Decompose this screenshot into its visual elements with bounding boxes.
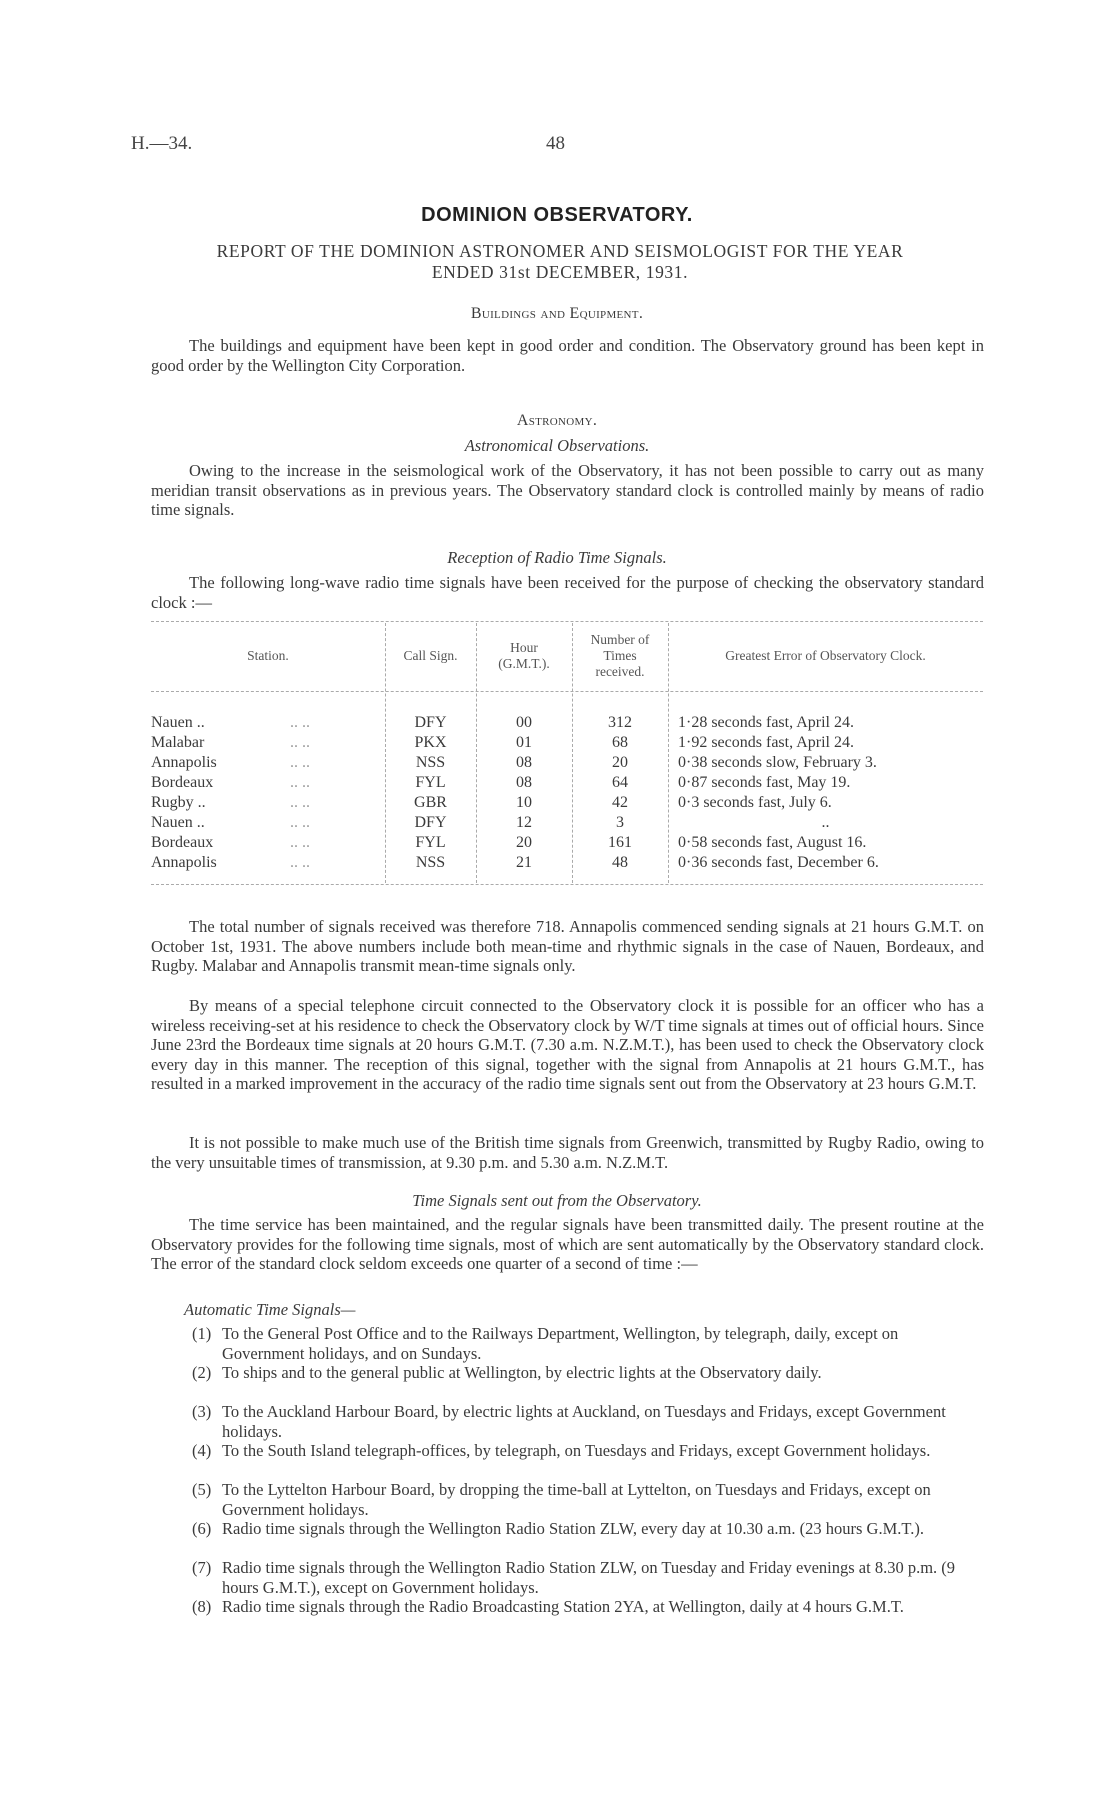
reception-heading: Reception of Radio Time Signals. [447,548,667,567]
row-station: Malabar [151,734,205,751]
row-dots: .. .. [290,734,310,751]
page-number: 48 [546,133,565,154]
time-signals-heading: Time Signals sent out from the Observatory. [412,1191,702,1210]
row-station: Nauen .. [151,714,205,731]
astronomy-heading: Astronomy. [516,412,598,429]
header-call-sign: Call Sign. [403,648,458,663]
document-title: DOMINION OBSERVATORY. [421,204,693,226]
astronomy-paragraph: Owing to the increase in the seismological work of the Observatory, it has not been possible to carry out as many meridian transit observations as in previous years. The Observatory standard clock is controlled mainly by means of radio time signals. [151,461,984,519]
buildings-paragraph: The buildings and equipment have been kept in good order and condition. The Observatory ground has been kept in good order by the Wellington City Corporation. [151,336,984,375]
row-dots: .. .. [290,774,310,791]
time-service-paragraph: The time service has been maintained, and the regular signals have been transmitted daily. The present routine at the Observatory provides for the following time signals, most of which are sent automatically by the Observatory standard clock. The error of the standard clock seldom exceeds one quarter of a second of time :— [151,1215,984,1273]
list-item [192,1363,984,1383]
row-call-sign: FYL [415,774,446,791]
list-item [192,1558,984,1597]
row-call-sign: NSS [415,754,446,771]
row-call-sign: NSS [415,854,446,871]
list-item [192,1324,984,1363]
row-call-sign: GBR [414,794,447,811]
row-station: Bordeaux [151,834,214,851]
row-error: 0·87 seconds fast, May 19. [678,774,851,791]
row-error: 0·38 seconds slow, February 3. [678,754,877,771]
list-item-text: To the Lyttelton Harbour Board, by dropping the time-ball at Lyttelton, on Tuesdays and Fridays, except on Government holidays. [222,1480,931,1519]
list-item-text: To the General Post Office and to the Railways Department, Wellington, by telegraph, daily, except on Government holidays, and on Sundays. [222,1324,899,1363]
list-item [192,1597,984,1617]
table-top-rule [151,621,983,622]
list-item-number: (6) [192,1519,212,1538]
row-dots: .. .. [290,754,310,771]
row-error: 0·36 seconds fast, December 6. [678,854,879,871]
row-times: 312 [608,714,632,731]
subtitle-line-2: ENDED 31st DECEMBER, 1931. [431,262,689,282]
row-hour: 00 [516,714,532,731]
row-station: Annapolis [151,754,217,771]
row-hour: 21 [516,854,532,871]
row-times: 161 [608,834,632,851]
row-hour: 20 [516,834,532,851]
row-error: .. [821,814,830,831]
report-subtitle [140,241,980,283]
row-station: Annapolis [151,854,217,871]
header-hour: Hour (G.M.T.). [498,640,550,671]
row-hour: 12 [516,814,532,831]
row-dots: .. .. [290,854,310,871]
list-item-text: To the Auckland Harbour Board, by electric lights at Auckland, on Tuesdays and Fridays, except Government holidays. [222,1402,946,1441]
list-item-text: To ships and to the general public at Wellington, by electric lights at the Observatory daily. [222,1363,822,1382]
list-item-number: (1) [192,1324,212,1343]
table-header-rule [151,691,983,692]
list-item [192,1519,984,1539]
row-call-sign: DFY [414,714,447,731]
row-hour: 08 [516,774,532,791]
total-signals-paragraph: The total number of signals received was therefore 718. Annapolis commenced sending signals at 21 hours G.M.T. on October 1st, 1931. The above numbers include both mean-time and rhythmic signals in the case of Nauen, Bordeaux, and Rugby. Malabar and Annapolis transmit mean-time signals only. [151,917,984,975]
document-reference: H.—34. [131,133,193,154]
list-item [192,1480,984,1519]
row-hour: 08 [516,754,532,771]
row-hour: 10 [516,794,532,811]
row-station: Bordeaux [151,774,214,791]
buildings-heading: Buildings and Equipment. [470,305,644,322]
header-times-received: Number of Times received. [590,632,650,679]
list-item-number: (8) [192,1597,212,1616]
row-dots: .. .. [290,814,310,831]
list-item-text: Radio time signals through the Wellington Radio Station ZLW, every day at 10.30 a.m. (23 hours G.M.T.). [222,1519,924,1538]
reception-paragraph: The following long-wave radio time signals have been received for the purpose of checking the observatory standard clock :— [151,573,984,612]
list-item-number: (4) [192,1441,212,1460]
telephone-circuit-paragraph: By means of a special telephone circuit connected to the Observatory clock it is possible for an officer who has a wireless receiving-set at his residence to check the Observatory clock by W/T time signals at times out of official hours. Since June 23rd the Bordeaux time signals at 20 hours G.M.T. (7.30 a.m. N.Z.M.T.), has been used to check the Observatory clock every day in this manner. The reception of this signal, together with the signal from Annapolis at 21 hours G.M.T., has resulted in a marked improvement in the accuracy of the radio time signals sent out from the Observatory at 23 hours G.M.T. [151,996,984,1093]
row-times: 64 [612,774,628,791]
row-station: Nauen .. [151,814,205,831]
list-item [192,1402,984,1441]
header-greatest-error: Greatest Error of Observatory Clock. [725,648,926,663]
row-call-sign: PKX [414,734,447,751]
row-hour: 01 [516,734,532,751]
list-item-number: (2) [192,1363,212,1382]
subtitle-line-1: REPORT OF THE DOMINION ASTRONOMER AND SEISMOLOGIST FOR THE YEAR [216,241,904,261]
automatic-signals-heading: Automatic Time Signals— [184,1300,356,1319]
list-item-number: (7) [192,1558,212,1577]
table-bottom-rule [151,884,983,885]
row-error: 0·58 seconds fast, August 16. [678,834,867,851]
list-item [192,1441,984,1461]
row-times: 42 [612,794,628,811]
row-times: 48 [612,854,628,871]
row-error: 1·28 seconds fast, April 24. [678,714,854,731]
row-dots: .. .. [290,794,310,811]
greenwich-paragraph: It is not possible to make much use of the British time signals from Greenwich, transmitted by Rugby Radio, owing to the very unsuitable times of transmission, at 9.30 p.m. and 5.30 a.m. N.Z.M.T. [151,1133,984,1172]
row-dots: .. .. [290,714,310,731]
row-error: 1·92 seconds fast, April 24. [678,734,854,751]
astronomical-observations-heading: Astronomical Observations. [464,436,650,455]
list-item-text: Radio time signals through the Radio Broadcasting Station 2YA, at Wellington, daily at 4 hours G.M.T. [222,1597,904,1616]
row-station: Rugby .. [151,794,206,811]
header-station: Station. [247,648,289,663]
row-times: 3 [616,814,624,831]
list-item-number: (5) [192,1480,212,1499]
list-item-text: Radio time signals through the Wellington Radio Station ZLW, on Tuesday and Friday evenings at 8.30 p.m. (9 hours G.M.T.), except on Government holidays. [222,1558,956,1597]
row-times: 68 [612,734,628,751]
row-times: 20 [612,754,628,771]
list-item-number: (3) [192,1402,212,1421]
row-error: 0·3 seconds fast, July 6. [678,794,832,811]
list-item-text: To the South Island telegraph-offices, by telegraph, on Tuesdays and Fridays, except Government holidays. [222,1441,931,1460]
row-call-sign: FYL [415,834,446,851]
row-call-sign: DFY [414,814,447,831]
row-dots: .. .. [290,834,310,851]
